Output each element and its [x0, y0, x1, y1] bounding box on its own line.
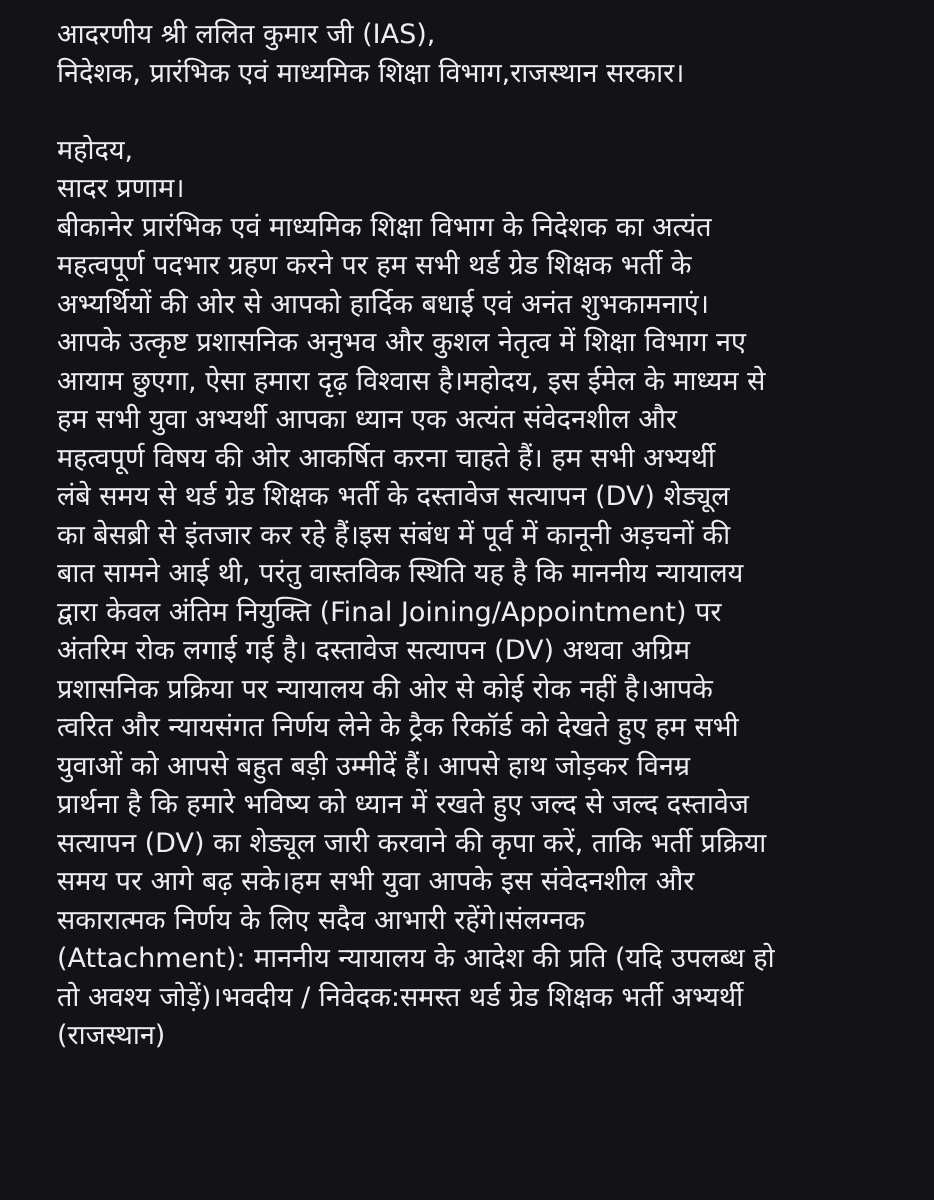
body-line-17: सत्यापन (DV) का शेड्यूल जारी करवाने की कृपा करें, ताकि भर्ती प्रक्रिया [57, 827, 767, 859]
body-line-19: सकारात्मक निर्णय के लिए सदैव आभारी रहेंगे।संलग्नक [57, 904, 585, 936]
body-line-21: तो अवश्य जोड़ें)।भवदीय / निवेदक:समस्त थर्ड ग्रेड शिक्षक भर्ती अभ्यर्थी [57, 981, 744, 1013]
body-line-15: युवाओं को आपसे बहुत बड़ी उम्मीदें हैं। आपसे हाथ जोड़कर विनम्र [57, 750, 691, 782]
address-line-1: आदरणीय श्री ललित कुमार जी (IAS), [57, 19, 436, 50]
body-line-12: अंतरिम रोक लगाई गई है। दस्तावेज सत्यापन (DV) अथवा अग्रिम [57, 635, 691, 666]
body-line-8: लंबे समय से थर्ड ग्रेड शिक्षक भर्ती के दस्तावेज सत्यापन (DV) शेड्यूल [57, 481, 730, 512]
body-line-3: अभ्यर्थियों की ओर से आपको हार्दिक बधाई एवं अनंत शुभकामनाएं। [57, 288, 709, 320]
body-line-10: बात सामने आई थी, परंतु वास्तविक स्थिति यह है कि माननीय न्यायालय [57, 558, 744, 589]
body-line-18: समय पर आगे बढ़ सके।हम सभी युवा आपके इस संवेदनशील और [57, 866, 695, 897]
body-line-16: प्रार्थना है कि हमारे भविष्य को ध्यान में रखते हुए जल्द से जल्द दस्तावेज [57, 789, 749, 820]
body-line-6: हम सभी युवा अभ्यर्थी आपका ध्यान एक अत्यंत संवेदनशील और [57, 404, 677, 435]
body-line-9: का बेसब्री से इंतजार कर रहे हैं।इस संबंध में पूर्व में कानूनी अड़चनों की [57, 519, 731, 551]
body-line-7: महत्वपूर्ण विषय की ओर आकर्षित करना चाहते हैं। हम सभी अभ्यर्थी [57, 442, 715, 474]
blank-line [57, 93, 917, 132]
body-line-5: आयाम छुएगा, ऐसा हमारा दृढ़ विश्वास है।महोदय, इस ईमेल के माध्यम से [57, 365, 766, 397]
body-line-14: त्वरित और न्यायसंगत निर्णय लेने के ट्रैक रिकॉर्ड को देखते हुए हम सभी [57, 712, 739, 743]
body-line-2: महत्वपूर्ण पदभार ग्रहण करने पर हम सभी थर्ड ग्रेड शिक्षक भर्ती के [57, 250, 692, 281]
address-line-2: निदेशक, प्रारंभिक एवं माध्यमिक शिक्षा विभाग,राजस्थान सरकार। [57, 57, 685, 89]
body-line-20: (Attachment): माननीय न्यायालय के आदेश की प्रति (यदि उपलब्ध हो [57, 943, 775, 974]
body-line-11: द्वारा केवल अंतिम नियुक्ति (Final Joining/Appointment) पर [57, 596, 722, 628]
greeting: सादर प्रणाम। [57, 173, 185, 204]
salutation: महोदय, [57, 134, 134, 166]
body-line-22: (राजस्थान) [57, 1020, 166, 1051]
body-line-1: बीकानेर प्रारंभिक एवं माध्यमिक शिक्षा विभाग के निदेशक का अत्यंत [57, 211, 712, 243]
body-line-4: आपके उत्कृष्ट प्रशासनिक अनुभव और कुशल नेतृत्व में शिक्षा विभाग नए [57, 327, 746, 358]
letter-text [57, 16, 917, 1056]
body-line-13: प्रशासनिक प्रक्रिया पर न्यायालय की ओर से कोई रोक नहीं है।आपके [57, 673, 713, 705]
